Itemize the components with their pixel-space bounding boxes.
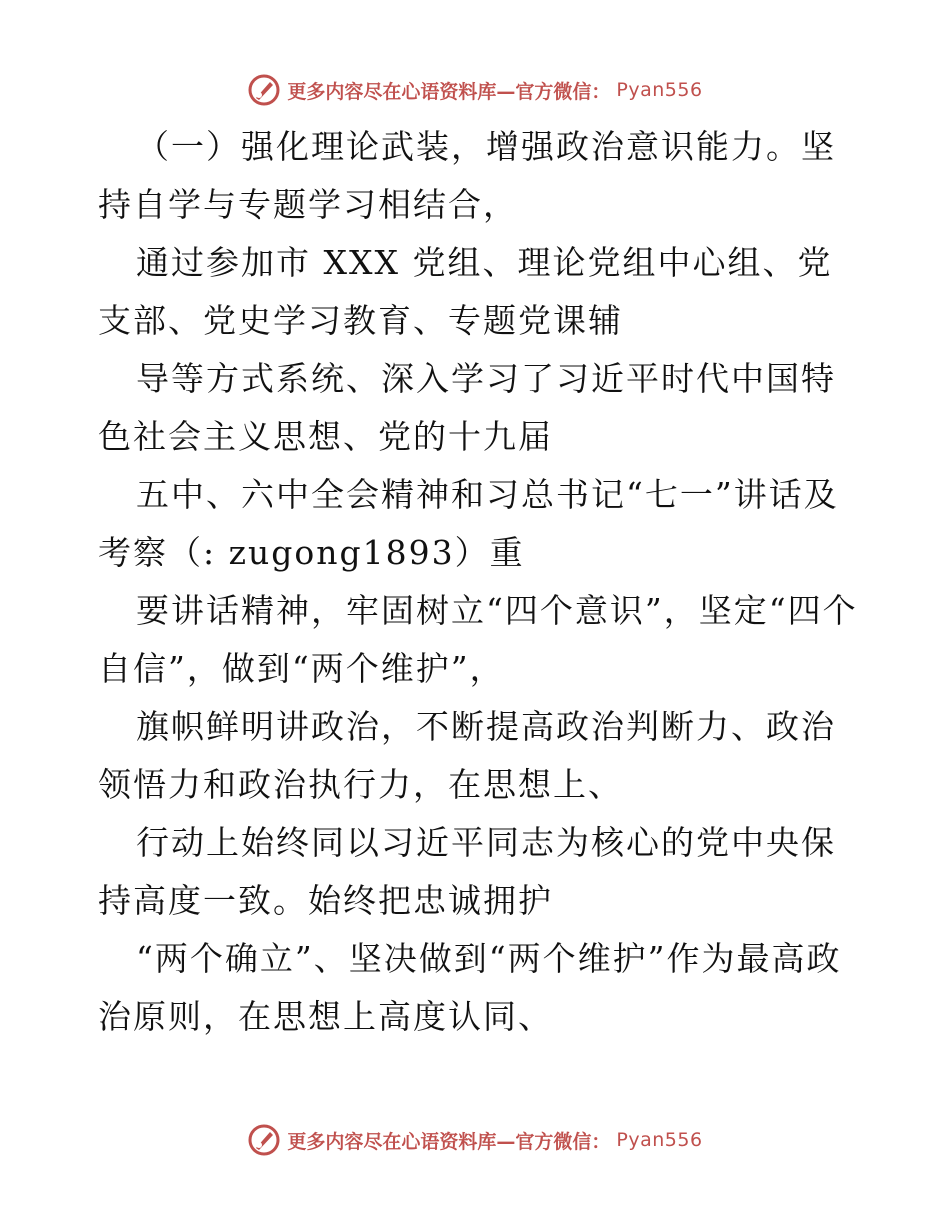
footer-watermark — [0, 1120, 950, 1160]
watermark-text: 更多内容尽在心语资料库—官方微信： — [287, 80, 611, 103]
paragraph-6: 旗帜鲜明讲政治，不断提高政治判断力、政治领悟力和政治执行力，在思想上、 — [98, 707, 836, 804]
paragraph-3: 导等方式系统、深入学习了习近平时代中国特色社会主义思想、党的十九届 — [98, 359, 836, 456]
paragraph-7: 行动上始终同以习近平同志为核心的党中央保持高度一致。始终把忠诚拥护 — [98, 823, 836, 920]
paragraph-1: （一）强化理论武装，增强政治意识能力。坚持自学与专题学习相结合， — [98, 127, 836, 224]
watermark-code: Pyan556 — [616, 79, 703, 101]
paragraph-2: 通过参加市 XXX 党组、理论党组中心组、党支部、党史学习教育、专题党课辅 — [98, 243, 833, 340]
pen-in-circle-logo-icon — [247, 73, 281, 107]
pen-in-circle-logo-icon — [247, 1123, 281, 1157]
document-body — [98, 118, 858, 1046]
watermark-code: Pyan556 — [616, 1129, 703, 1151]
paragraph-8: “两个确立”、坚决做到“两个维护”作为最高政治原则，在思想上高度认同、 — [98, 939, 842, 1036]
paragraph-5: 要讲话精神，牢固树立“四个意识”，坚定“四个自信”，做到“两个维护”， — [98, 591, 858, 688]
paragraph-4: 五中、六中全会精神和习总书记“七一”讲话及考察（: zugong1893）重 — [98, 475, 839, 572]
header-watermark — [0, 70, 950, 110]
watermark-text: 更多内容尽在心语资料库—官方微信： — [287, 1130, 611, 1153]
